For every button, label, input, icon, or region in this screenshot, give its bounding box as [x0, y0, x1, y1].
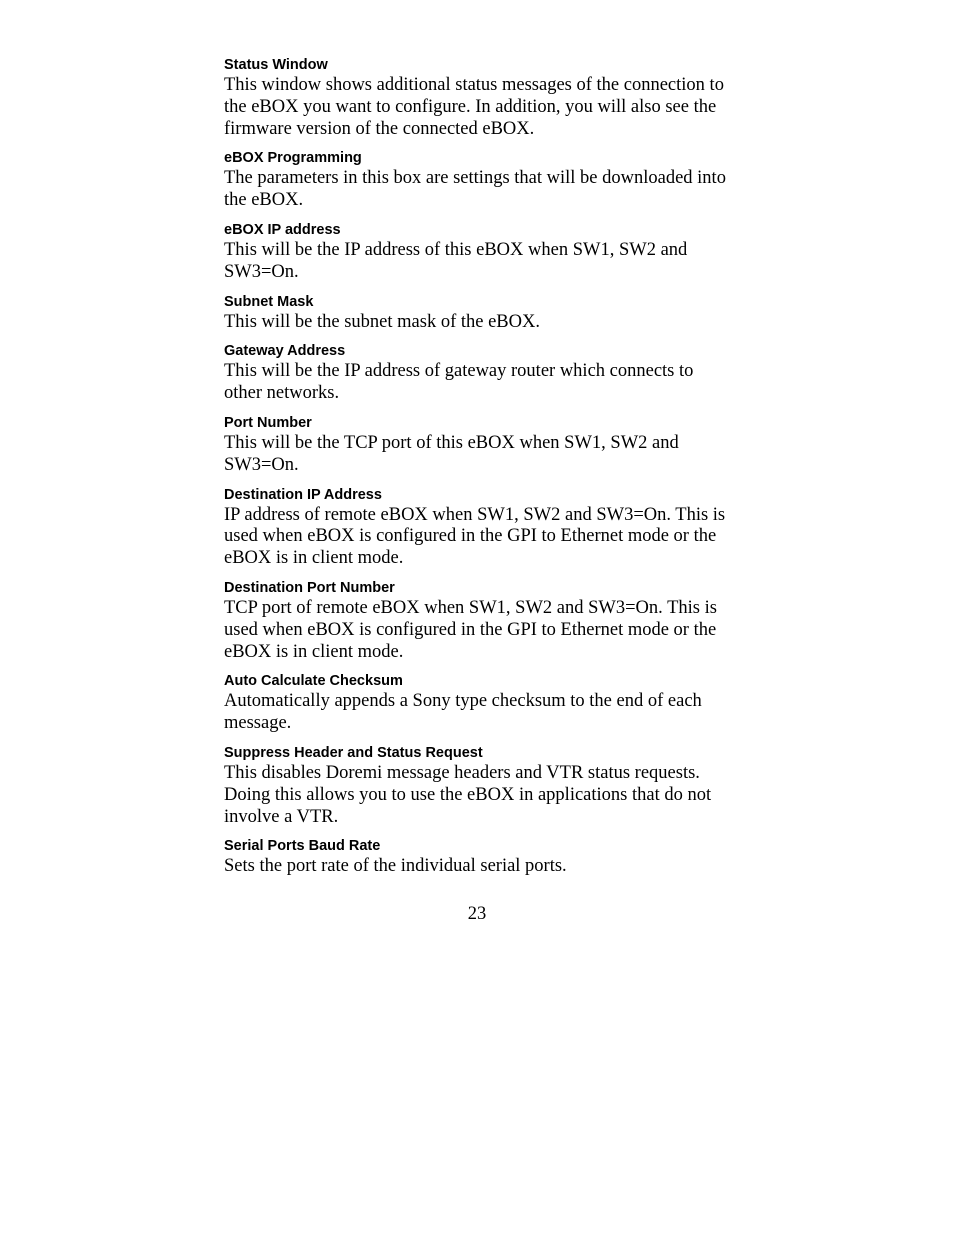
section-heading: Suppress Header and Status Request	[224, 744, 483, 761]
section-body: This will be the TCP port of this eBOX when SW1, SW2 and SW3=On.	[224, 432, 679, 475]
section-body: IP address of remote eBOX when SW1, SW2 and SW3=On. This is used when eBOX is configured in the GPI to Ethernet mode or the eBOX is in client mode.	[224, 504, 726, 569]
document-page	[224, 55, 736, 886]
section-heading: Status Window	[224, 57, 328, 73]
section-serial-ports-baud-rate	[224, 836, 736, 878]
section-heading: eBOX IP address	[224, 221, 341, 238]
section-body: Sets the port rate of the individual serial ports.	[224, 856, 567, 877]
section-heading: Subnet Mask	[224, 293, 314, 310]
section-suppress-header-and-status-request	[224, 743, 736, 828]
section-heading: Serial Ports Baud Rate	[224, 838, 381, 855]
section-ebox-programming	[224, 148, 736, 212]
section-port-number	[224, 413, 736, 477]
section-destination-port-number	[224, 578, 736, 663]
section-body: Automatically appends a Sony type checksum to the end of each message.	[224, 691, 702, 734]
section-auto-calculate-checksum	[224, 671, 736, 735]
section-body: This window shows additional status messages of the connection to the eBOX you want to configure. In addition, you will also see the firmware version of the connected eBOX.	[224, 75, 724, 139]
section-heading: Auto Calculate Checksum	[224, 673, 403, 690]
section-heading: Destination Port Number	[224, 579, 395, 596]
section-heading: Destination IP Address	[224, 486, 382, 503]
section-body: This will be the IP address of this eBOX when SW1, SW2 and SW3=On.	[224, 239, 688, 282]
section-gateway-address	[224, 341, 736, 405]
section-heading: eBOX Programming	[224, 150, 362, 167]
section-body: This disables Doremi message headers and VTR status requests. Doing this allows you to use the eBOX in applications that do not involve a VTR.	[224, 762, 712, 827]
section-body: The parameters in this box are settings that will be downloaded into the eBOX.	[224, 168, 726, 211]
page-number: 23	[467, 904, 487, 924]
section-ebox-ip-address	[224, 220, 736, 284]
section-subnet-mask	[224, 292, 736, 334]
section-heading: Port Number	[224, 414, 312, 431]
section-body: This will be the IP address of gateway router which connects to other networks.	[224, 361, 694, 404]
section-destination-ip-address	[224, 485, 736, 570]
section-status-window	[224, 55, 736, 140]
section-heading: Gateway Address	[224, 343, 346, 360]
section-body: This will be the subnet mask of the eBOX.	[224, 311, 540, 332]
section-body: TCP port of remote eBOX when SW1, SW2 and SW3=On. This is used when eBOX is configured in the GPI to Ethernet mode or the eBOX is in client mode.	[224, 597, 717, 662]
